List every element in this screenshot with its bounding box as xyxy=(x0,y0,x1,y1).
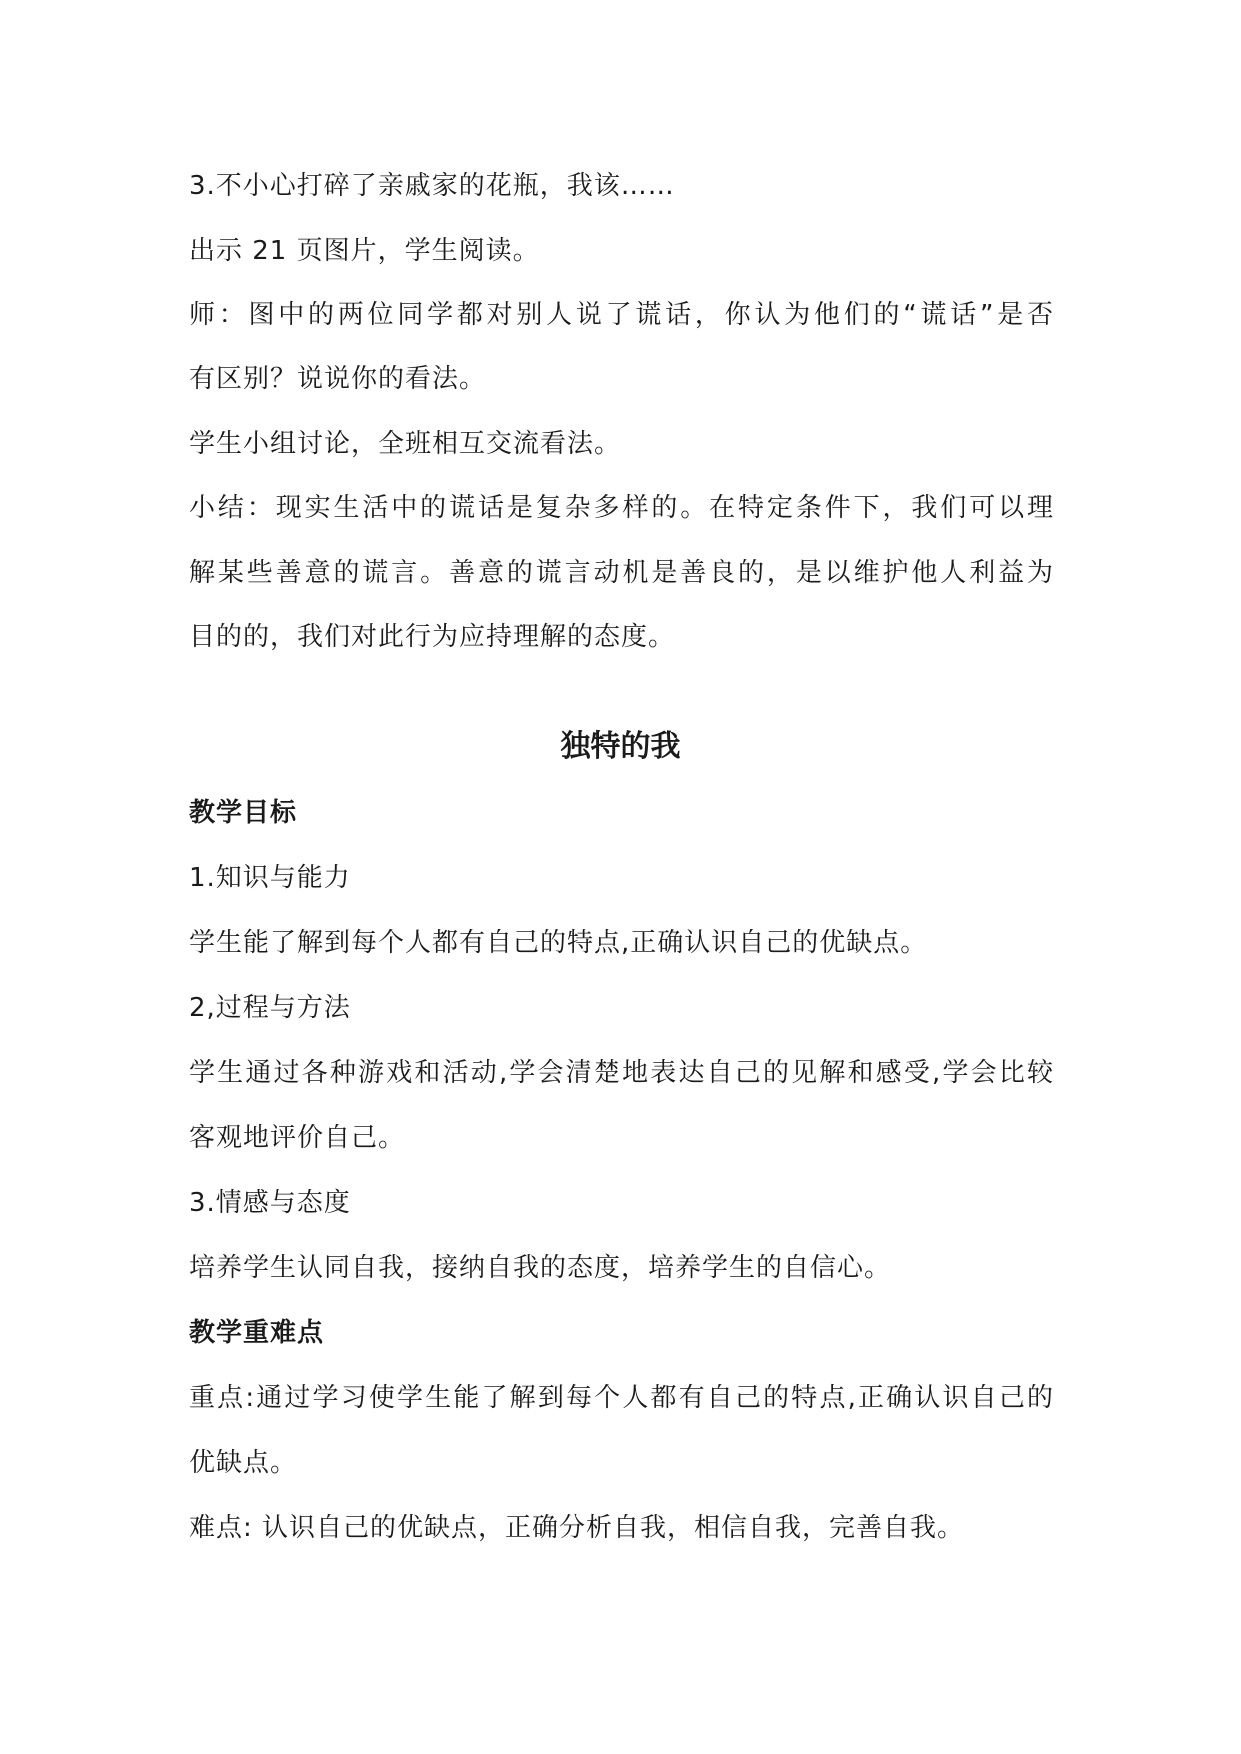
goal-line: 学生能了解到每个人都有自己的特点,正确认识自己的优缺点。 xyxy=(189,928,928,958)
goal-line: 学生通过各种游戏和活动,学会清楚地表达自己的见解和感受,学会比较 xyxy=(189,1058,1053,1088)
paragraph-line: 师：图中的两位同学都对别人说了谎话，你认为他们的“谎话”是否 xyxy=(189,300,1053,330)
paragraph-line: 出示 21 页图片，学生阅读。 xyxy=(189,236,540,266)
goal-line: 1.知识与能力 xyxy=(189,863,351,893)
paragraph-line: 目的的，我们对此行为应持理解的态度。 xyxy=(189,622,676,652)
heading-teaching-goals: 教学目标 xyxy=(189,798,298,828)
paragraph-line: 3.不小心打碎了亲戚家的花瓶，我该…… xyxy=(189,171,675,201)
paragraph-line: 学生小组讨论，全班相互交流看法。 xyxy=(189,429,622,459)
paragraph-line: 有区别？说说你的看法。 xyxy=(189,364,487,394)
goal-line: 客观地评价自己。 xyxy=(189,1123,406,1153)
key-point-line: 重点:通过学习使学生能了解到每个人都有自己的特点,正确认识自己的 xyxy=(189,1383,1053,1413)
goal-line: 培养学生认同自我，接纳自我的态度，培养学生的自信心。 xyxy=(189,1253,892,1283)
heading-key-points: 教学重难点 xyxy=(189,1318,325,1348)
paragraph-line: 小结：现实生活中的谎话是复杂多样的。在特定条件下，我们可以理 xyxy=(189,493,1053,523)
section-title: 独特的我 xyxy=(560,729,681,764)
goal-line: 3.情感与态度 xyxy=(189,1188,351,1218)
key-point-line: 难点: 认识自己的优缺点，正确分析自我，相信自我，完善自我。 xyxy=(189,1513,965,1543)
key-point-line: 优缺点。 xyxy=(189,1448,298,1478)
goal-line: 2,过程与方法 xyxy=(189,993,351,1023)
paragraph-line: 解某些善意的谎言。善意的谎言动机是善良的，是以维护他人利益为 xyxy=(189,558,1053,588)
